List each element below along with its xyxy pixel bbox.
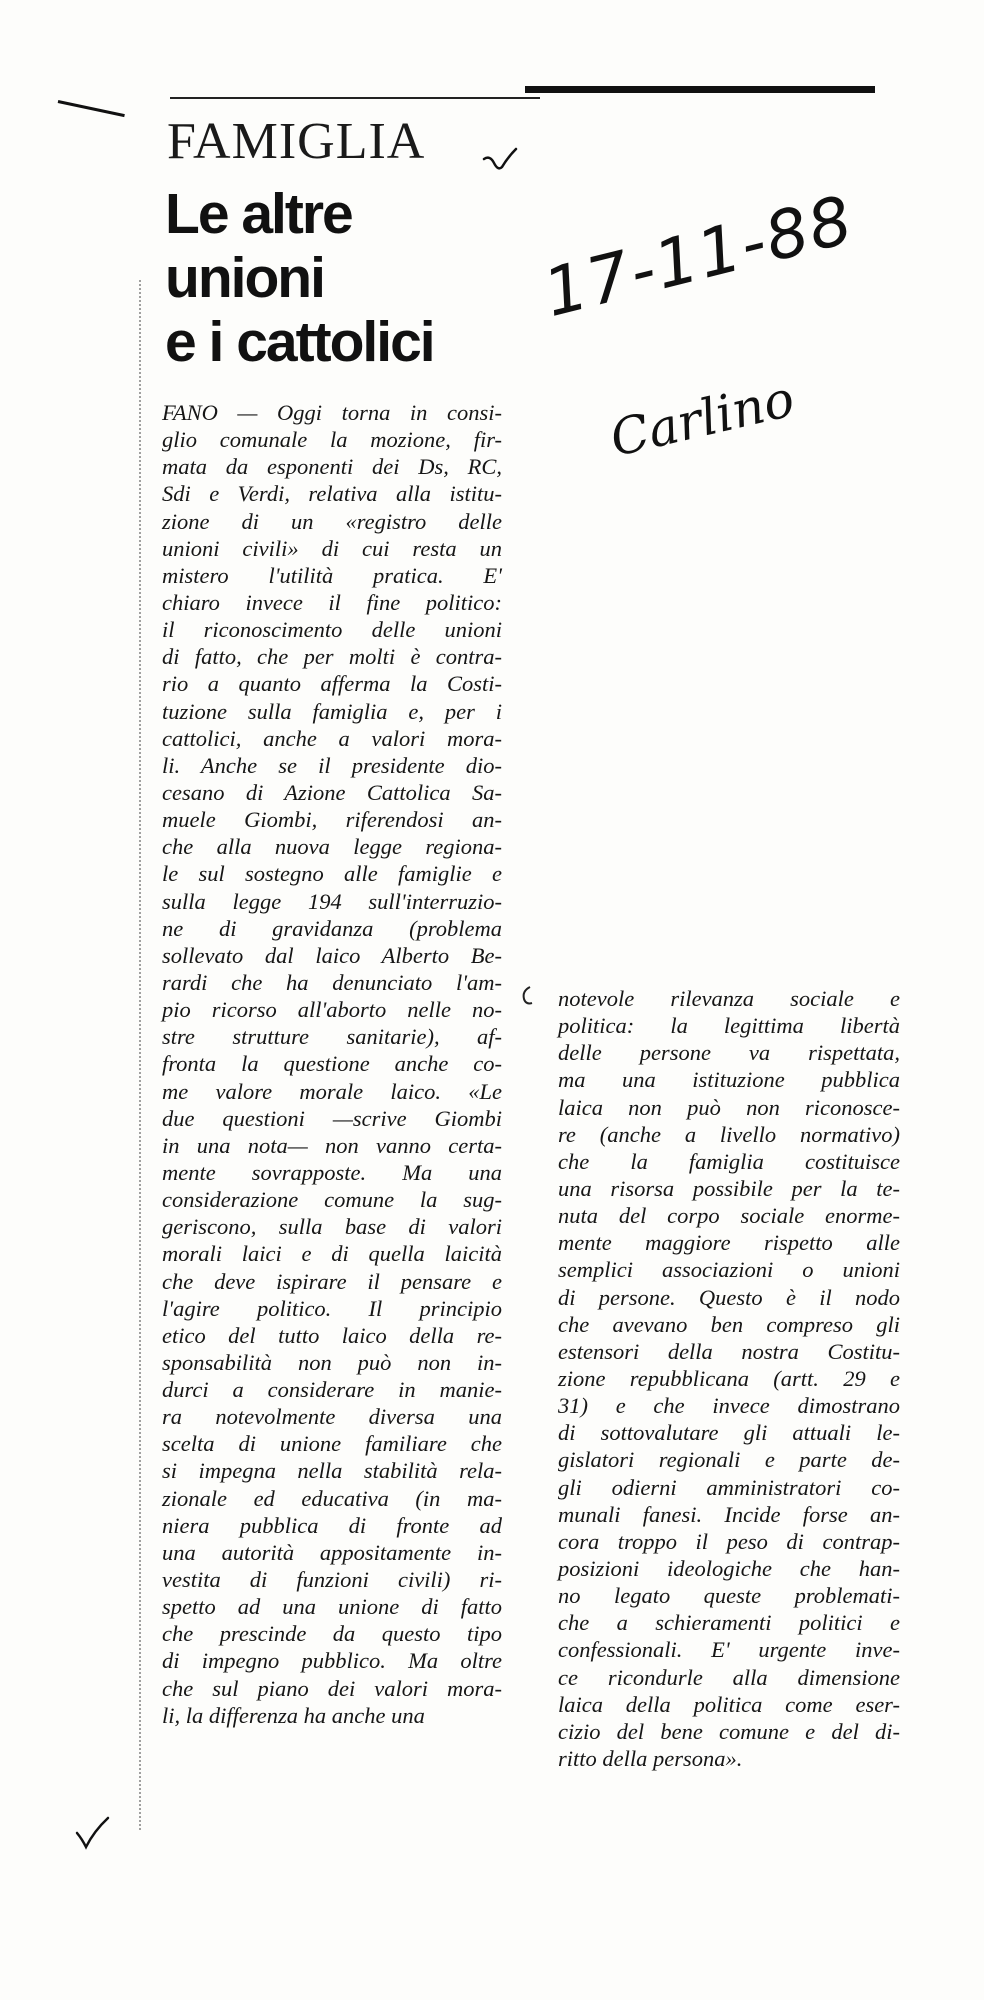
article-column-left: [162, 399, 502, 1729]
right-column-line: cora troppo il peso di contrap-: [558, 1528, 900, 1554]
left-column-line: etico del tutto laico della re-: [162, 1322, 502, 1348]
left-column-line: morali laici e di quella laicità: [162, 1241, 502, 1267]
article-column-right: [558, 985, 900, 1772]
right-column-line: politica: la legittima libertà: [558, 1013, 900, 1039]
left-column-line: ne di gravidanza (problema: [162, 915, 502, 941]
right-column-line: ritto della persona».: [558, 1745, 743, 1771]
left-column-line: che prescinde da questo tipo: [162, 1621, 502, 1647]
left-column-line: li. Anche se il presidente dio-: [162, 752, 502, 778]
right-column-line: confessionali. E' urgente inve-: [558, 1637, 900, 1663]
right-column-line: cizio del bene comune e del di-: [558, 1718, 900, 1744]
left-column-line: scelta di unione familiare che: [162, 1431, 502, 1457]
left-column-line: cattolici, anche a valori mora-: [162, 725, 502, 751]
headline: [165, 182, 495, 374]
right-column-line: munali fanesi. Incide forse an-: [558, 1501, 900, 1527]
left-column-line: mistero l'utilità pratica. E': [162, 562, 502, 588]
top-rule-thin: [170, 97, 540, 99]
left-column-line: vestita di funzioni civili) ri-: [162, 1567, 502, 1593]
right-column-line: una risorsa possibile per la te-: [558, 1175, 900, 1201]
left-column-line: l'agire politico. Il principio: [162, 1295, 502, 1321]
left-column-line: geriscono, sulla base di valori: [162, 1214, 502, 1240]
left-column-line: rardi che ha denunciato l'am-: [162, 969, 502, 995]
left-column-line: di fatto, che per molti è contra-: [162, 644, 502, 670]
left-column-line: durci a considerare in manie-: [162, 1377, 502, 1403]
left-column-line: glio comunale la mozione, fir-: [162, 427, 502, 453]
right-column-line: delle persone va rispettata,: [558, 1040, 900, 1066]
right-column-line: estensori della nostra Costitu-: [558, 1338, 900, 1364]
right-column-line: semplici associazioni o unioni: [558, 1257, 900, 1283]
left-column-line: niera pubblica di fronte ad: [162, 1512, 502, 1538]
left-column-line: stre strutture sanitarie), af-: [162, 1024, 502, 1050]
left-column-line: zione di un «registro delle: [162, 508, 502, 534]
left-column-line: che alla nuova legge regiona-: [162, 834, 502, 860]
headline-line-2: unioni: [165, 246, 324, 310]
left-column-line: in una nota— non vanno certa-: [162, 1132, 502, 1158]
right-column-line: gli odierni amministratori co-: [558, 1474, 900, 1500]
left-column-line: pio ricorso all'aborto nelle no-: [162, 997, 502, 1023]
right-column-line: no legato queste problemati-: [558, 1583, 900, 1609]
left-column-line: le sul sostegno alle famiglie e: [162, 861, 502, 887]
left-column-line: FANO — Oggi torna in consi-: [162, 400, 502, 425]
handwritten-date: 17-11-88: [536, 180, 862, 332]
headline-line-1: Le altre: [165, 182, 352, 246]
left-column-line: due questioni —scrive Giombi: [162, 1105, 502, 1131]
left-column-line: una autorità appositamente in-: [162, 1539, 502, 1565]
right-column-line: re (anche a livello normativo): [558, 1121, 900, 1147]
left-column-line: il riconoscimento delle unioni: [162, 617, 502, 643]
left-column-line: che deve ispirare il pensare e: [162, 1268, 502, 1294]
left-column-line: mata da esponenti dei Ds, RC,: [162, 454, 502, 480]
left-column-line: rio a quanto afferma la Costi-: [162, 671, 502, 697]
right-column-line: posizioni ideologiche che han-: [558, 1555, 900, 1581]
left-column-line: di impegno pubblico. Ma oltre: [162, 1648, 502, 1674]
left-column-line: si impegna nella stabilità rela-: [162, 1458, 502, 1484]
right-column-line: mente maggiore rispetto alle: [558, 1230, 900, 1256]
top-rule-thick: [525, 86, 875, 93]
left-column-line: chiaro invece il fine politico:: [162, 589, 502, 615]
left-column-line: muele Giombi, riferendosi an-: [162, 807, 502, 833]
left-column-line: considerazione comune la sug-: [162, 1187, 502, 1213]
left-column-line: Sdi e Verdi, relativa alla istitu-: [162, 481, 502, 507]
right-column-line: gislatori regionali e parte de-: [558, 1447, 900, 1473]
handwritten-source: Carlino: [604, 369, 800, 468]
left-column-line: unioni civili» di cui resta un: [162, 535, 502, 561]
right-column-line: notevole rilevanza sociale e: [558, 986, 900, 1011]
left-column-line: zionale ed educativa (in ma-: [162, 1485, 502, 1511]
right-column-line: laica della politica come eser-: [558, 1691, 900, 1717]
headline-line-3: e i cattolici: [165, 310, 434, 374]
right-column-line: laica non può non riconosce-: [558, 1094, 900, 1120]
margin-bracket-mark: [520, 985, 536, 1007]
left-column-line: fronta la questione anche co-: [162, 1051, 502, 1077]
right-column-line: 31) e che invece dimostrano: [558, 1393, 900, 1419]
right-column-line: ce ricondurle alla dimensione: [558, 1664, 900, 1690]
handwritten-tick-mark: [74, 1815, 110, 1851]
column-margin-dots: [139, 280, 141, 1830]
right-column-line: che a schieramenti politici e: [558, 1610, 900, 1636]
left-column-line: sponsabilità non può non in-: [162, 1349, 502, 1375]
left-column-line: tuzione sulla famiglia e, per i: [162, 698, 502, 724]
left-column-line: ra notevolmente diversa una: [162, 1404, 502, 1430]
left-column-line: me valore morale laico. «Le: [162, 1078, 502, 1104]
left-column-line: sollevato dal laico Alberto Be-: [162, 942, 502, 968]
left-column-line: che sul piano dei valori mora-: [162, 1675, 502, 1701]
left-column-line: spetto ad una unione di fatto: [162, 1594, 502, 1620]
margin-stroke-mark: [58, 100, 125, 117]
left-column-line: mente sovrapposte. Ma una: [162, 1159, 502, 1185]
left-column-line: cesano di Azione Cattolica Sa-: [162, 779, 502, 805]
right-column-line: che la famiglia costituisce: [558, 1148, 900, 1174]
right-column-line: nuta del corpo sociale enorme-: [558, 1203, 900, 1229]
handwritten-check-mark: [480, 145, 520, 185]
right-column-line: che avevano ben compreso gli: [558, 1311, 900, 1337]
left-column-line: li, la differenza ha anche una: [162, 1702, 425, 1728]
right-column-line: ma una istituzione pubblica: [558, 1067, 900, 1093]
right-column-line: di sottovalutare gli attuali le-: [558, 1420, 900, 1446]
right-column-line: di persone. Questo è il nodo: [558, 1284, 900, 1310]
right-column-line: zione repubblicana (artt. 29 e: [558, 1365, 900, 1391]
section-label: FAMIGLIA: [167, 113, 426, 170]
left-column-line: sulla legge 194 sull'interruzio-: [162, 888, 502, 914]
